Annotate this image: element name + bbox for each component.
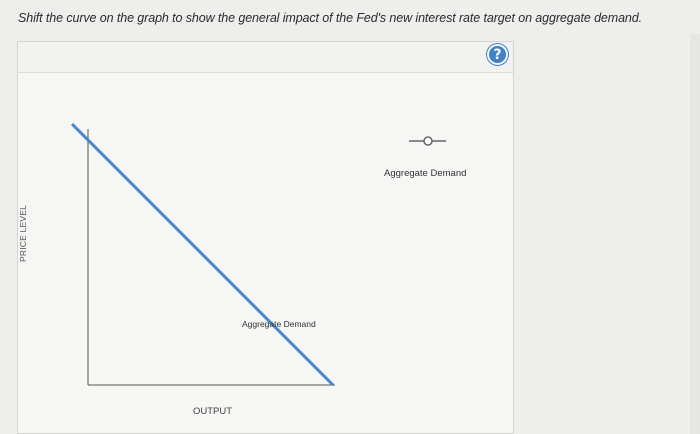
right-gutter — [690, 34, 700, 434]
x-axis-label: OUTPUT — [193, 406, 233, 417]
aggregate-demand-curve[interactable] — [72, 124, 333, 385]
legend-label: Aggregate Demand — [384, 168, 467, 179]
curve-label: Aggregate Demand — [242, 319, 316, 329]
instruction-text: Shift the curve on the graph to show the general impact of the Fed's new interest rate target on aggregate demand. — [18, 11, 643, 25]
help-icon: ? — [493, 46, 502, 63]
legend-tool-icon[interactable] — [409, 137, 446, 145]
y-axis-label: PRICE LEVEL — [18, 204, 28, 262]
